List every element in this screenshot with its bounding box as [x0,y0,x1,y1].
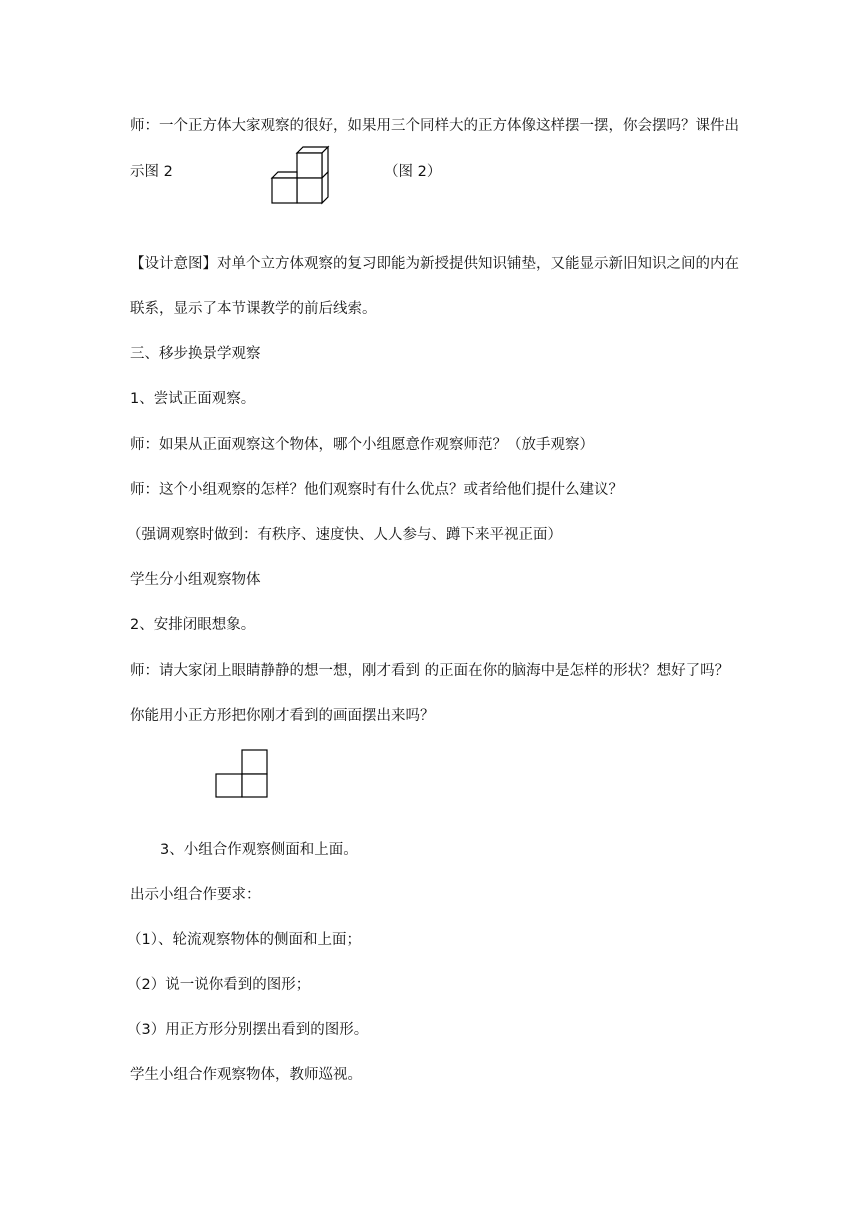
paragraph-line: 学生分小组观察物体 [130,572,261,588]
list-item: （3）用正方形分别摆出看到的图形。 [127,1022,369,1038]
paragraph-line: 师：这个小组观察的怎样？他们观察时有什么优点？或者给他们提什么建议？ [130,482,623,498]
paragraph-line: 联系，显示了本节课教学的前后线索。 [130,301,377,317]
paragraph-line: 师：一个正方体大家观察的很好，如果用三个同样大的正方体像这样摆一摆，你会摆吗？课件出 [130,118,739,134]
paragraph-line: 3、小组合作观察侧面和上面。 [160,842,358,858]
paragraph-line: 示图 2 [130,164,173,180]
paragraph-line: 师：请大家闭上眼睛静静的想一想，刚才看到 的正面在你的脑海中是怎样的形状？想好了吗？ [130,663,730,679]
paragraph-line: 你能用小正方形把你刚才看到的画面摆出来吗？ [130,708,435,724]
figure-caption: （图 2） [384,164,442,180]
paragraph-line: 师：如果从正面观察这个物体，哪个小组愿意作观察师范？（放手观察） [130,437,594,453]
list-item: （2）说一说你看到的图形； [127,977,311,993]
list-item: （1）、轮流观察物体的侧面和上面； [127,932,361,948]
paragraph-line: 出示小组合作要求： [130,887,261,903]
paragraph-line: （强调观察时做到：有秩序、速度快、人人参与、蹲下来平视正面） [127,527,562,543]
paragraph-line: 学生小组合作观察物体，教师巡视。 [130,1067,362,1083]
paragraph-line: 【设计意图】对单个立方体观察的复习即能为新授提供知识铺垫，又能显示新旧知识之间的内在 [130,256,739,272]
cube-arrangement-figure [270,145,332,205]
paragraph-line: 2、安排闭眼想象。 [130,617,256,633]
section-heading: 三、移步换景学观察 [130,346,261,362]
front-view-squares-figure [215,749,269,799]
paragraph-line: 1、尝试正面观察。 [130,391,256,407]
